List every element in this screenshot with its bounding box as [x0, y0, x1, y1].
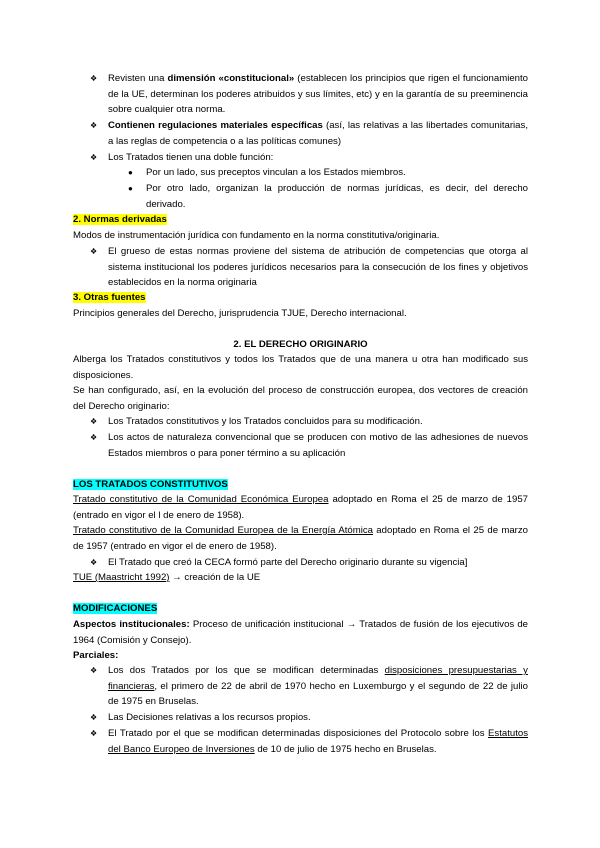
- diamond-bullet-icon: ❖: [90, 713, 98, 722]
- diamond-bullet-icon: ❖: [90, 558, 98, 567]
- diamond-bullet-icon: ❖: [90, 121, 98, 130]
- diamond-bullet-icon: ❖: [90, 417, 98, 426]
- dot-bullet-icon: ●: [128, 168, 133, 177]
- paragraph-aspectos: Aspectos institucionales: Proceso de unificación institucional → Tratados de fusión de los ejecutivos de 1964 (Comisión y Consejo).: [73, 619, 528, 646]
- bullet-protocolo: El Tratado por el que se modifican determinadas disposiciones del Protocolo sobre los Estatutos del Banco Europeo de Inversiones de 10 de julio de 1975 hecho en Bruselas.: [108, 728, 528, 755]
- bullet-tratados: Los Tratados constitutivos y los Tratados concluidos para su modificación.: [108, 416, 423, 427]
- bullet-dos-tratados: Los dos Tratados por los que se modifican determinadas disposiciones presupuestarias y financieras, el primero de 22 de abril de 1970 hecho en Luxemburgo y el segundo de 22 de julio de 1975 en Bruselas.: [108, 665, 528, 707]
- dot-bullet-icon: ●: [128, 184, 133, 193]
- paragraph-alberga: Alberga los Tratados constitutivos y todos los Tratados que de una manera u otra han modificado sus disposiciones.: [73, 354, 528, 381]
- bullet-doble-funcion: Los Tratados tienen una doble función:: [108, 152, 274, 163]
- diamond-bullet-icon: ❖: [90, 247, 98, 256]
- heading-modificaciones: MODIFICACIONES: [73, 603, 158, 614]
- paragraph-modos: Modos de instrumentación jurídica con fundamento en la norma constitutiva/originaria.: [73, 230, 440, 241]
- diamond-bullet-icon: ❖: [90, 153, 98, 162]
- label-parciales: Parciales:: [73, 650, 119, 661]
- paragraph-principios: Principios generales del Derecho, jurisprudencia TJUE, Derecho internacional.: [73, 308, 407, 319]
- bullet-grueso: El grueso de estas normas proviene del sistema de atribución de competencias que otorga al sistema institucional los poderes jurídicos necesarios para la consecución de los fines y objetivos establecidos en la norma originaria: [108, 246, 528, 288]
- paragraph-tratado-cee: Tratado constitutivo de la Comunidad Económica Europea adoptado en Roma el 25 de marzo de 1957 (entrado en vigor el l de enero de 1958).: [73, 494, 529, 521]
- bullet-decisiones: Las Decisiones relativas a los recursos propios.: [108, 712, 311, 723]
- diamond-bullet-icon: ❖: [90, 433, 98, 442]
- diamond-bullet-icon: ❖: [90, 666, 98, 675]
- bullet-regulaciones: Contienen regulaciones materiales específicas (así, las relativas a las libertades comunitarias, a las reglas de competencia o a las políticas comunes): [108, 120, 528, 147]
- sub-bullet-2: Por otro lado, organizan la producción de normas jurídicas, es decir, del derecho derivado.: [146, 183, 528, 210]
- bullet-ceca: El Tratado que creó la CECA formó parte del Derecho originario durante su vigencia]: [108, 557, 468, 568]
- heading-tratados-constitutivos: LOS TRATADOS CONSTITUTIVOS: [73, 479, 228, 490]
- paragraph-tratado-ceea: Tratado constitutivo de la Comunidad Europea de la Energía Atómica adoptado en Roma el 25 de marzo de 1957 (entrado en vigor el de enero de 1958).: [73, 525, 529, 552]
- heading-otras-fuentes: 3. Otras fuentes: [73, 292, 146, 303]
- heading-normas-derivadas: 2. Normas derivadas: [73, 214, 167, 225]
- bullet-constitucional: Revisten una dimensión «constitucional» (establecen los principios que rigen el funcionamiento de la UE, determinan los poderes atribuidos y sus límites, etc) y en la garantía de su preeminencia sobre cualquier otra norma.: [108, 73, 528, 115]
- diamond-bullet-icon: ❖: [90, 729, 98, 738]
- paragraph-configurado: Se han configurado, así, en la evolución del proceso de construcción europea, dos vectores de creación del Derecho originario:: [73, 385, 528, 412]
- diamond-bullet-icon: ❖: [90, 74, 98, 83]
- paragraph-tue: TUE (Maastricht 1992) → creación de la UE: [73, 572, 261, 583]
- bullet-actos: Los actos de naturaleza convencional que se producen con motivo de las adhesiones de nuevos Estados miembros o para poner término a su aplicación: [108, 432, 528, 459]
- sub-bullet-1: Por un lado, sus preceptos vinculan a los Estados miembros.: [146, 167, 406, 178]
- section-title: 2. EL DERECHO ORIGINARIO: [233, 339, 368, 350]
